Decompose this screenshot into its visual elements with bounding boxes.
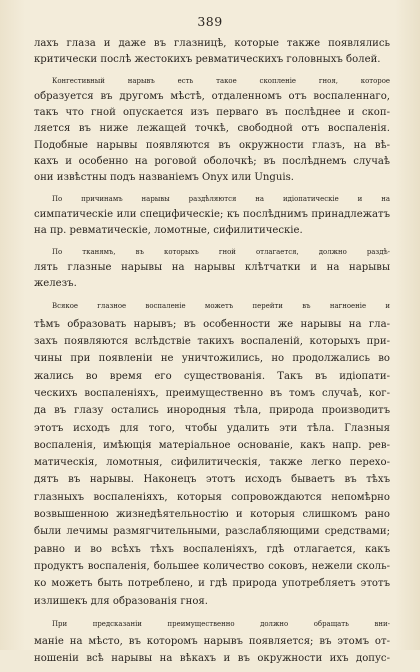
text-line: продуктъ воспаленія, большее количество соковъ, нежели сколь-: [34, 560, 390, 572]
text-line: были лечимы размягчительными, разслабляющими средствами;: [34, 526, 390, 538]
text-line: на пр. ревматическіе, ломотные, сифилитическіе.: [34, 225, 303, 237]
text-line: такъ что гной опускается изъ перваго въ послѣднее и скоп-: [34, 107, 390, 119]
text-line: дятъ въ нарывы. Наконецъ этотъ исходъ бываетъ въ тѣхъ: [34, 474, 390, 486]
text-line: маніе на мѣсто, въ которомъ нарывъ появляется; въ этомъ от-: [34, 636, 390, 648]
paragraph: [34, 191, 390, 240]
text-line: По тканямъ, въ которыхъ гной отлагается, должно раздѣ-: [52, 247, 390, 256]
text-line: равно и во всѣхъ тѣхъ воспаленіяхъ, гдѣ отлагается, какъ: [34, 543, 390, 555]
text-line: возвышенною жизнедѣятельностію и которыя слишкомъ рано: [34, 509, 390, 521]
paragraph: [34, 36, 390, 69]
paragraph: [34, 298, 390, 609]
text-line: матическія, ломотныя, сифилитическія, также легко перехо-: [34, 457, 390, 469]
text-line: чины при появленіи не уничтожились, но продолжались во: [34, 353, 390, 365]
text-line: излишекъ для образованія гноя.: [34, 595, 208, 607]
paragraph: [34, 73, 390, 187]
text-line: да въ глазу остались инородныя тѣла, природа производитъ: [34, 405, 390, 417]
page-number: 389: [197, 14, 223, 29]
text-line: лахъ глаза и даже въ глазницѣ, которые также появлялись: [34, 38, 390, 49]
text-line: лять глазные нарывы на нарывы клѣтчатки и на нарывы: [34, 261, 390, 273]
text-line: жались во время его существованія. Такъ въ идіопати-: [34, 370, 390, 382]
text-line: образуется въ другомъ мѣстѣ, отдаленномъ отъ воспаленнаго,: [34, 90, 390, 102]
text-line: кахъ и особенно на роговой оболочкѣ; въ послѣднемъ случаѣ: [34, 156, 390, 168]
text-line: ческихъ воспаленіяхъ, преимущественно въ томъ случаѣ, ког-: [34, 387, 390, 399]
text-line: симпатическіе или специфическіе; къ послѣднимъ принадлежатъ: [34, 208, 390, 220]
text-line: ношеніи всѣ нарывы на вѣкахъ и въ окружности ихъ допус-: [34, 653, 390, 665]
text-line: тѣмъ образовать нарывъ; въ особенности же нарывы на гла-: [34, 318, 390, 330]
text-line: Всякое глазное воспаленіе можетъ перейти въ нагноеніе и: [52, 302, 390, 311]
text-line: железъ.: [34, 278, 77, 290]
text-line: захъ появляются вслѣдствіе такихъ воспаленій, которыхъ при-: [34, 336, 390, 348]
text-line: Конгестивный нарывъ есть такое скопленіе гноя, которое: [52, 76, 390, 85]
text-line: воспаленія, имѣющія матеріальное основаніе, какъ напр. рев-: [34, 439, 390, 451]
text-line: ляется въ ниже лежащей точкѣ, свободной отъ воспаленія.: [34, 123, 390, 135]
text-line: При предсказаніи преимущественно должно обращать вни-: [52, 619, 390, 628]
page-body: [34, 36, 390, 672]
text-line: глазныхъ воспаленіяхъ, которыя сопровождаются непомѣрно: [34, 491, 390, 503]
paragraph: [34, 244, 390, 293]
text-line: они извѣстны подъ названіемъ Onyx или Unguis.: [34, 172, 295, 184]
text-line: По причинамъ нарывы раздѣляются на идіопатическіе и на: [52, 194, 390, 203]
paragraph: [34, 616, 390, 668]
text-line: этотъ исходъ для того, чтобы удалить эти тѣла. Глазныя: [34, 422, 390, 434]
text-line: критически послѣ жестокихъ ревматическихъ головныхъ болей.: [34, 54, 381, 66]
text-line: ко можетъ быть потреблено, и гдѣ природа употребляетъ этотъ: [34, 578, 390, 590]
text-line: Подобные нарывы появляются въ окружности глазъ, на вѣ-: [34, 139, 390, 151]
